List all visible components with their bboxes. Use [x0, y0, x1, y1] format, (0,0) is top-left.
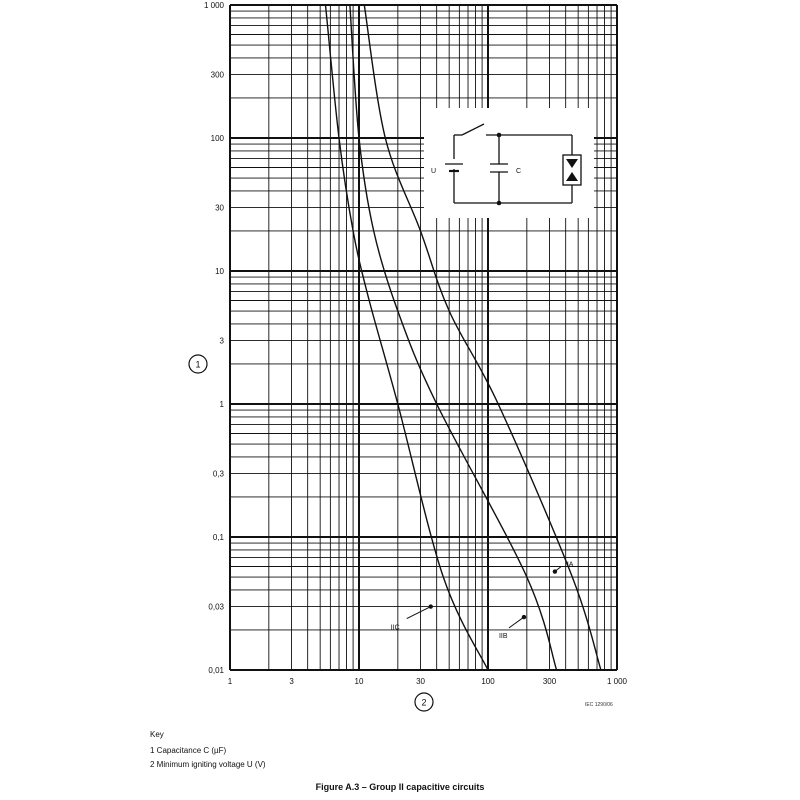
y-tick-label: 1 — [219, 400, 224, 409]
x-tick-label: 100 — [481, 677, 495, 686]
curve-label: IIC — [390, 624, 400, 632]
curve-iib — [350, 5, 557, 670]
x-tick-label: 30 — [416, 677, 426, 686]
y-tick-label: 0,3 — [212, 469, 224, 479]
key-title: Key — [150, 730, 164, 739]
curve-label-leader — [407, 607, 431, 619]
y-tick-label: 300 — [210, 70, 224, 80]
key-item-2: 2 Minimum igniting voltage U (V) — [150, 760, 266, 769]
tick-labels — [204, 1, 628, 686]
svg-text:1: 1 — [195, 359, 201, 370]
svg-text:2: 2 — [421, 697, 427, 708]
y-tick-label: 0,01 — [208, 666, 224, 675]
figure-code: IEC 1290/06 — [585, 702, 613, 708]
curve-label: IIB — [498, 633, 508, 641]
key-item-1: 1 Capacitance C (µF) — [150, 746, 227, 755]
figure-caption: Figure A.3 – Group II capacitive circuits — [315, 782, 485, 792]
curve-label-marker — [429, 604, 433, 608]
curve-iic — [326, 5, 489, 670]
y-tick-label: 3 — [219, 336, 224, 346]
x-tick-label: 10 — [354, 677, 364, 686]
x-tick-label: 1 000 — [606, 677, 628, 686]
curves — [326, 5, 601, 670]
y-tick-label: 100 — [210, 134, 224, 143]
y-axis-marker — [189, 355, 207, 373]
curve-label-leader — [509, 617, 524, 628]
source-label: U — [431, 168, 437, 175]
x-tick-label: 300 — [542, 677, 557, 686]
x-tick-label: 3 — [289, 677, 294, 686]
circuit-inset — [424, 108, 594, 218]
grid — [230, 5, 617, 670]
y-tick-label: 1 000 — [203, 1, 224, 10]
y-tick-label: 10 — [215, 267, 224, 276]
y-tick-label: 0,1 — [212, 533, 224, 542]
y-tick-label: 0,03 — [208, 602, 224, 612]
curve-label-marker — [522, 615, 526, 619]
capacitor-label: C — [516, 168, 522, 175]
y-tick-label: 30 — [215, 203, 224, 213]
x-axis-marker — [415, 693, 433, 711]
curve-label-marker — [553, 569, 557, 573]
x-tick-label: 1 — [227, 677, 233, 686]
curve-label: IIA — [564, 561, 574, 569]
